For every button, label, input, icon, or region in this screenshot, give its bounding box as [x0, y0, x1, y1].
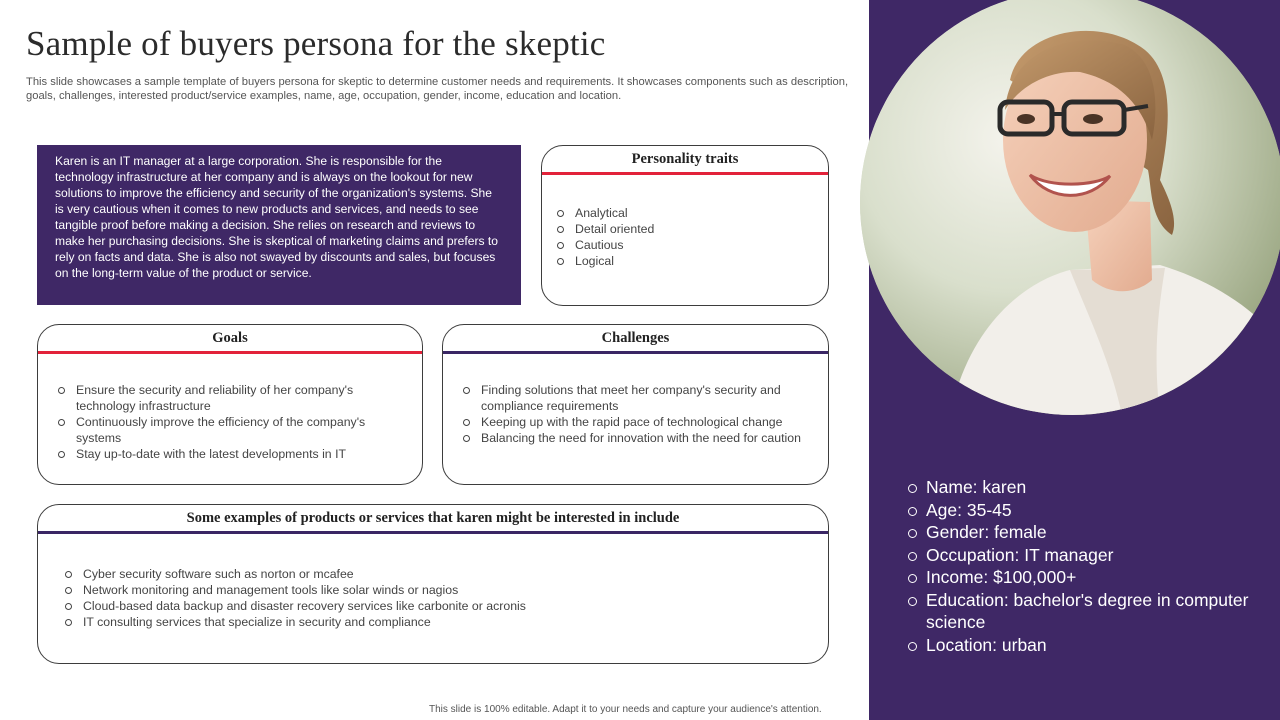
personality-traits-card	[541, 145, 829, 306]
list-item: Network monitoring and management tools like solar winds or nagios	[63, 582, 808, 598]
goals-header: Goals	[212, 330, 248, 346]
list-item: Detail oriented	[555, 221, 828, 237]
goals-divider	[38, 351, 422, 354]
challenges-list	[461, 382, 810, 446]
persona-photo-illustration	[860, 0, 1280, 415]
list-item: Finding solutions that meet her company's security and compliance requirements	[461, 382, 810, 414]
goals-card	[37, 324, 423, 485]
persona-description: Karen is an IT manager at a large corporation. She is responsible for the technology infrastructure at her company and is always on the lookout for new solutions to improve the efficiency and security of the organization's systems. She is very cautious when it comes to new products and services, and needs to see tangible proof before making a decision. She relies on research and reviews to make her purchasing decisions. She is skeptical of marketing claims and prefers to rely on facts and data. She is also not swayed by discounts and sales, but focuses on the long-term value of the product or service.	[37, 145, 521, 305]
list-item: Cloud-based data backup and disaster recovery services like carbonite or acronis	[63, 598, 808, 614]
profile-income: Income: $100,000+	[906, 566, 1266, 589]
page-title: Sample of buyers persona for the skeptic	[26, 24, 606, 63]
goals-list	[56, 382, 402, 462]
persona-photo	[860, 0, 1280, 415]
personality-traits-divider	[542, 172, 828, 175]
list-item: Analytical	[555, 205, 828, 221]
list-item: Stay up-to-date with the latest developments in IT	[56, 446, 402, 462]
products-list	[63, 566, 808, 630]
products-divider	[38, 531, 828, 534]
challenges-header: Challenges	[601, 330, 670, 346]
list-item: Cautious	[555, 237, 828, 253]
list-item: IT consulting services that specialize in security and compliance	[63, 614, 808, 630]
persona-profile-list	[906, 476, 1266, 656]
profile-education: Education: bachelor's degree in computer science	[906, 589, 1266, 634]
list-item: Logical	[555, 253, 828, 269]
footer-note: This slide is 100% editable. Adapt it to your needs and capture your audience's attention.	[429, 704, 822, 715]
personality-traits-header: Personality traits	[631, 151, 739, 167]
list-item: Balancing the need for innovation with the need for caution	[461, 430, 810, 446]
list-item: Cyber security software such as norton or mcafee	[63, 566, 808, 582]
personality-traits-list	[555, 205, 828, 269]
list-item: Continuously improve the efficiency of the company's systems	[56, 414, 402, 446]
list-item: Ensure the security and reliability of her company's technology infrastructure	[56, 382, 402, 414]
profile-location: Location: urban	[906, 634, 1266, 657]
profile-name: Name: karen	[906, 476, 1266, 499]
list-item: Keeping up with the rapid pace of technological change	[461, 414, 810, 430]
challenges-divider	[443, 351, 828, 354]
profile-age: Age: 35-45	[906, 499, 1266, 522]
products-header: Some examples of products or services that karen might be interested in include	[186, 510, 680, 526]
products-card	[37, 504, 829, 664]
challenges-card	[442, 324, 829, 485]
page-subtitle: This slide showcases a sample template of buyers persona for skeptic to determine customer needs and requirements. It showcases components such as description, goals, challenges, interested product/service examples, name, age, occupation, gender, income, education and location.	[26, 76, 849, 102]
profile-gender: Gender: female	[906, 521, 1266, 544]
profile-occupation: Occupation: IT manager	[906, 544, 1266, 567]
